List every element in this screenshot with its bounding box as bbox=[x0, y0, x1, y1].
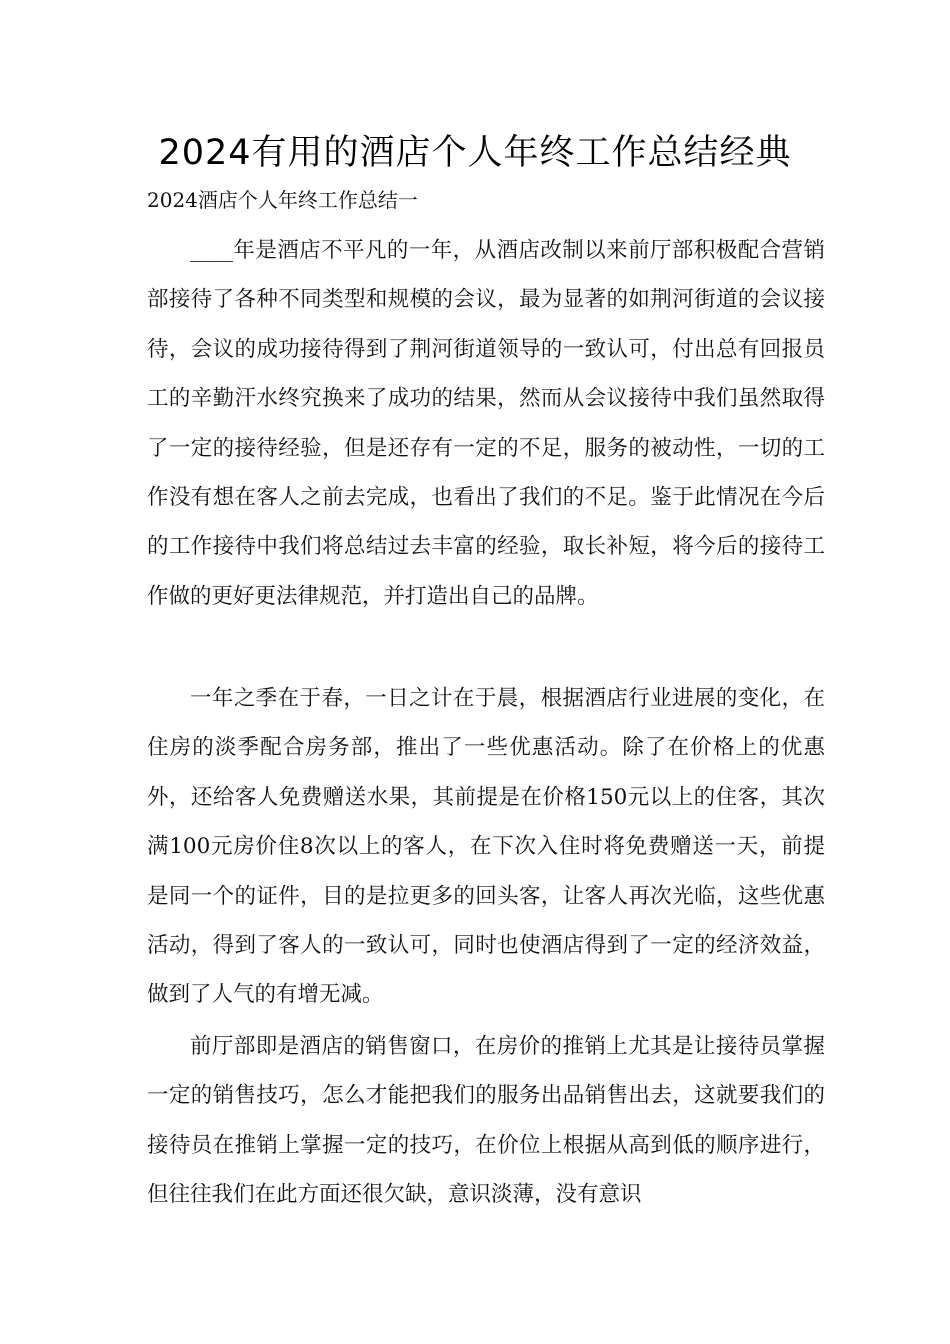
section-heading: 2024酒店个人年终工作总结一 bbox=[147, 188, 418, 212]
paragraph-1: ____年是酒店不平凡的一年，从酒店改制以来前厅部积极配合营销部接待了各种不同类型和规模的会议，最为显著的如荆河街道的会议接待，会议的成功接待得到了荆河街道领导的一致认可，付出总有回报员工的辛勤汗水终究换来了成功的结果，然而从会议接待中我们虽然取得了一定的接待经验，但是还存有一定的不足，服务的被动性，一切的工作没有想在客人之前去完成，也看出了我们的不足。鉴于此情况在今后的工作接待中我们将总结过去丰富的经验，取长补短，将今后的接待工作做的更好更法律规范，并打造出自己的品牌。 bbox=[147, 238, 825, 609]
paragraph-3: 前厅部即是酒店的销售窗口，在房价的推销上尤其是让接待员掌握一定的销售技巧，怎么才能把我们的服务出品销售出去，这就要我们的接待员在推销上掌握一定的技巧，在价位上根据从高到低的顺序进行，但往往我们在此方面还很欠缺，意识淡薄，没有意识 bbox=[147, 1034, 825, 1208]
document-title: 2024有用的酒店个人年终工作总结经典 bbox=[158, 133, 792, 173]
paragraph-2: 一年之季在于春，一日之计在于晨，根据酒店行业进展的变化，在住房的淡季配合房务部，推出了一些优惠活动。除了在价格上的优惠外，还给客人免费赠送水果，其前提是在价格150元以上的住客，其次满100元房价住8次以上的客人，在下次入住时将免费赠送一天，前提是同一个的证件，目的是拉更多的回头客，让客人再次光临，这些优惠活动，得到了客人的一致认可，同时也使酒店得到了一定的经济效益，做到了人气的有增无减。 bbox=[147, 686, 825, 1008]
